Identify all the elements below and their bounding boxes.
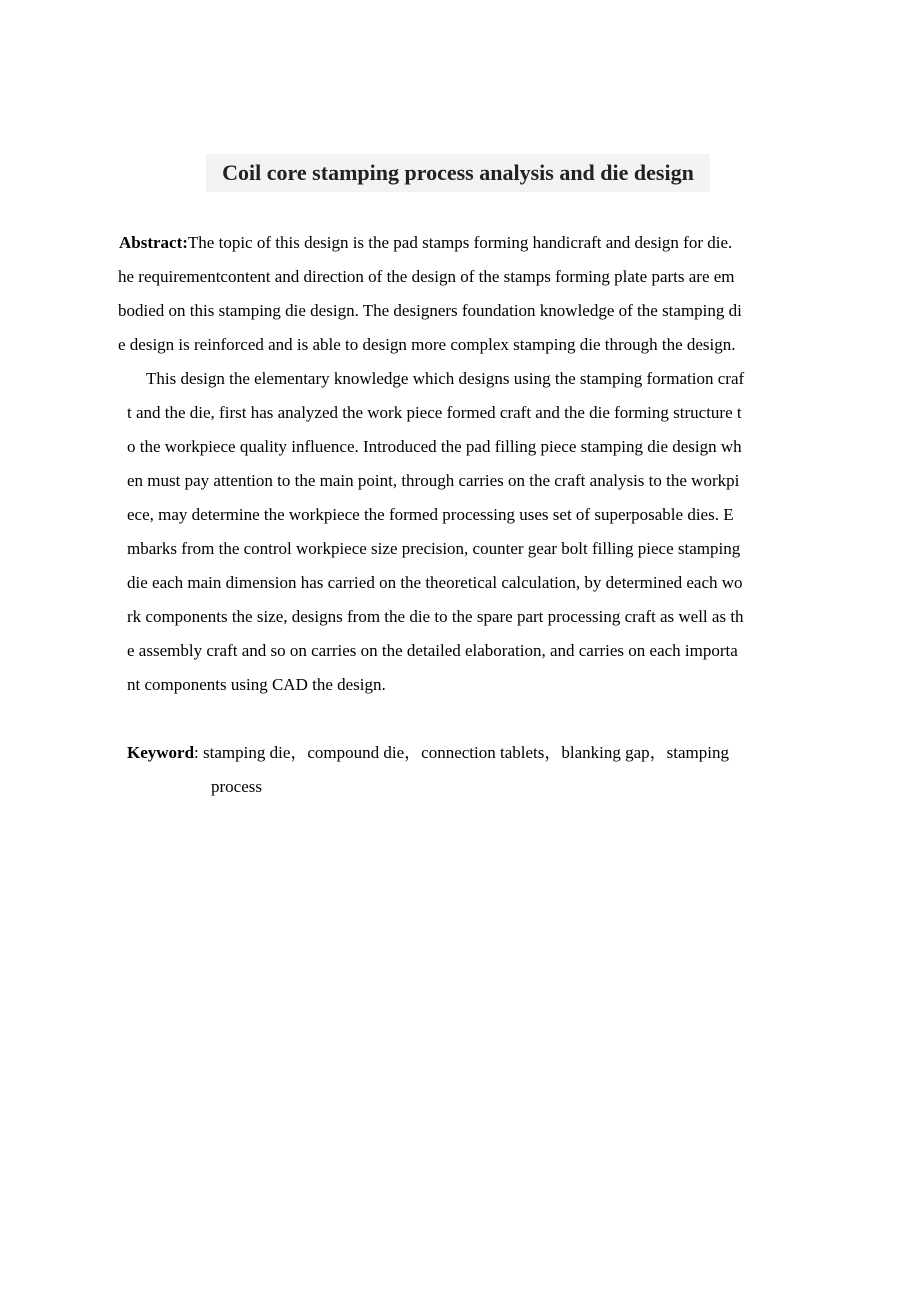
- body-line-2: t and the die, first has analyzed the work piece formed craft and the die forming structure t: [127, 403, 742, 422]
- abstract-line-4: e design is reinforced and is able to design more complex stamping die through the design.: [118, 335, 736, 354]
- abstract-line-3: bodied on this stamping die design. The designers foundation knowledge of the stamping di: [118, 301, 742, 320]
- body-line-10: nt components using CAD the design.: [127, 675, 386, 694]
- body-line-5: ece, may determine the workpiece the formed processing uses set of superposable dies. E: [127, 505, 734, 524]
- abstract-label: Abstract:: [119, 233, 188, 252]
- body-line-4: en must pay attention to the main point, through carries on the craft analysis to the workpi: [127, 471, 740, 490]
- abstract-line-1: [119, 233, 732, 253]
- abstract-line-2: he requirementcontent and direction of the design of the stamps forming plate parts are em: [118, 267, 735, 286]
- keywords-line-2: process: [211, 777, 262, 796]
- body-line-7: die each main dimension has carried on the theoretical calculation, by determined each wo: [127, 573, 743, 592]
- body-line-8: rk components the size, designs from the die to the spare part processing craft as well as th: [127, 607, 744, 626]
- body-line-3: o the workpiece quality influence. Introduced the pad filling piece stamping die design wh: [127, 437, 742, 456]
- keywords-label: Keyword: [127, 743, 195, 762]
- body-line-1: This design the elementary knowledge which designs using the stamping formation craf: [146, 369, 745, 388]
- keywords-line-1: [127, 743, 729, 763]
- abstract-line-1-text: The topic of this design is the pad stamps forming handicraft and design for die.: [187, 233, 733, 252]
- body-line-6: mbarks from the control workpiece size precision, counter gear bolt filling piece stamping: [127, 539, 741, 558]
- body-line-9: e assembly craft and so on carries on the detailed elaboration, and carries on each importa: [127, 641, 738, 660]
- document-title: Coil core stamping process analysis and die design: [206, 154, 710, 192]
- keywords-list: : stamping die，compound die，connection tablets，blanking gap，stamping: [194, 743, 729, 762]
